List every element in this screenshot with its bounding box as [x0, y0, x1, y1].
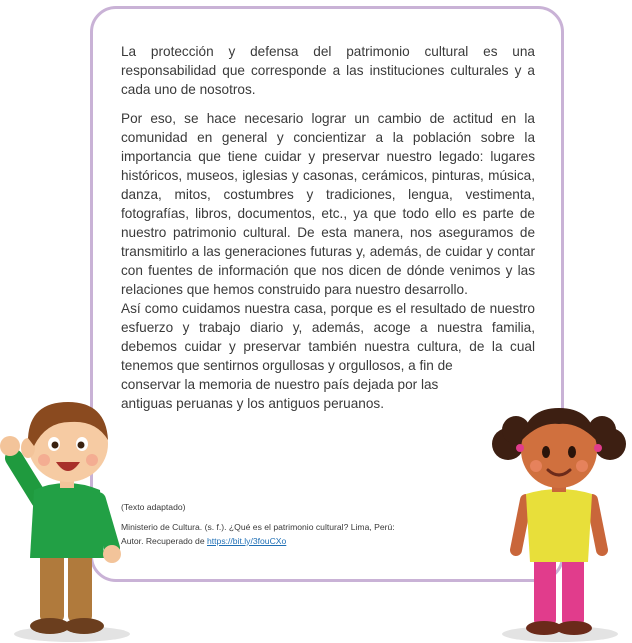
- source-citation: [121, 500, 481, 548]
- paragraph-2: Por eso, se hace necesario lograr un cambio de actitud en la comunidad en general y concientizar a la población sobre la importancia que tiene cuidar y preservar nuestro legado: lugares históricos, museos, iglesias y casonas, cerámicos, pinturas, música, danza, mitos, costumbres y tradiciones, lengua, vestimenta, fotografías, libros, documentos, etc., ya que todo ello es parte de nuestro patrimonio cultural. De esta manera, nos aseguramos de transmitirlo a las generaciones futuras y, además, de cuidar y contar con fuentes de información que nos dicen de dónde venimos y las relaciones que hemos construido para nuestro desarrollo.: [121, 111, 535, 297]
- paragraph-3-line-a: conservar la memoria de nuestro país dejada por las: [121, 377, 439, 392]
- boy-illustration: [0, 388, 140, 643]
- paragraph-3-end: [121, 375, 535, 413]
- retrieved-prefix: Autor. Recuperado de: [121, 536, 207, 546]
- citation-line: Ministerio de Cultura. (s. f.). ¿Qué es el patrimonio cultural? Lima, Perú:: [121, 522, 395, 532]
- paragraph-3-line-b: antiguas peruanas y los antiguos peruanos.: [121, 396, 384, 411]
- adapted-note: (Texto adaptado): [121, 502, 186, 512]
- paragraph-1: La protección y defensa del patrimonio cultural es una responsabilidad que corresponde a las instituciones culturales y a cada uno de nosotros.: [121, 44, 535, 97]
- girl-illustration: [486, 400, 632, 643]
- body-text: [121, 42, 535, 413]
- source-link[interactable]: https://bit.ly/3fouCXo: [207, 536, 287, 546]
- retrieved-line: [121, 534, 481, 548]
- paragraph-3: Así como cuidamos nuestra casa, porque es el resultado de nuestro esfuerzo y trabajo diario y, además, acoge a nuestra familia, debemos cuidar y preservar también nuestra cultura, de la cual tenemos que sentirnos orgullosas y orgullosos, a fin de: [121, 301, 535, 373]
